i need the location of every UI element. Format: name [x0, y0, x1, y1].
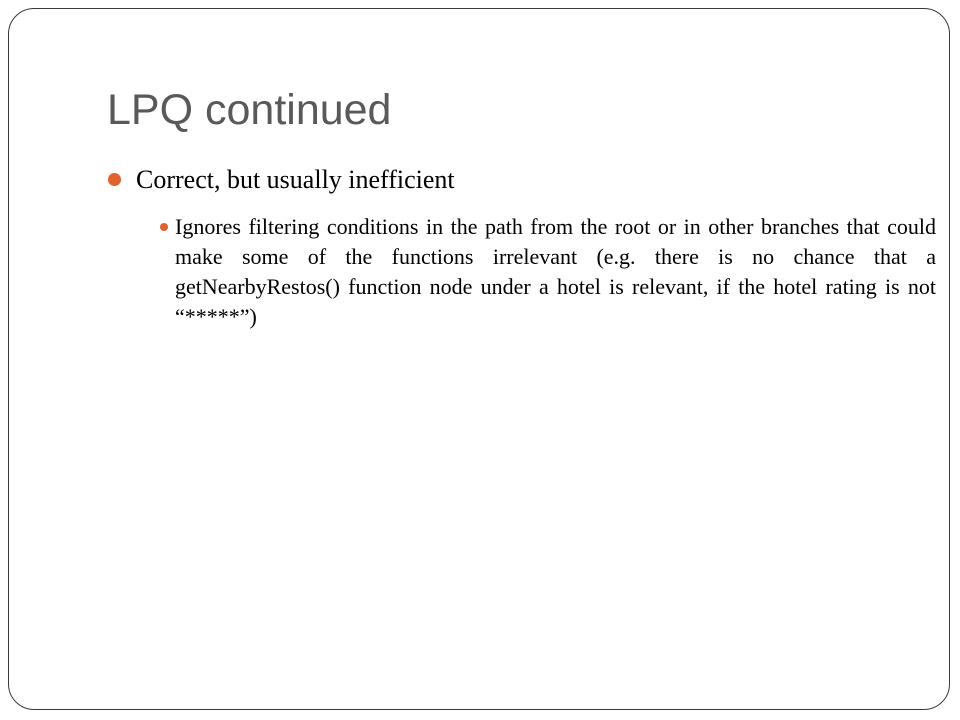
list-item [105, 160, 936, 332]
sub-bullet-text: Ignores filtering conditions in the path from the root or in other branches that could make some of the functions irrelevant (e.g. there is no chance that a getNearbyRestos() function node under a hotel is relevant, if the hotel rating is not “*****”) [175, 214, 936, 329]
sub-bullet-dot-icon [160, 223, 168, 231]
bullet-text: Correct, but usually inefficient [136, 165, 455, 194]
sub-bullet-list [136, 212, 936, 332]
sub-list-item [136, 212, 936, 332]
bullet-dot-icon [108, 173, 121, 186]
slide-title: LPQ continued [107, 86, 392, 134]
bullet-list [105, 160, 936, 332]
